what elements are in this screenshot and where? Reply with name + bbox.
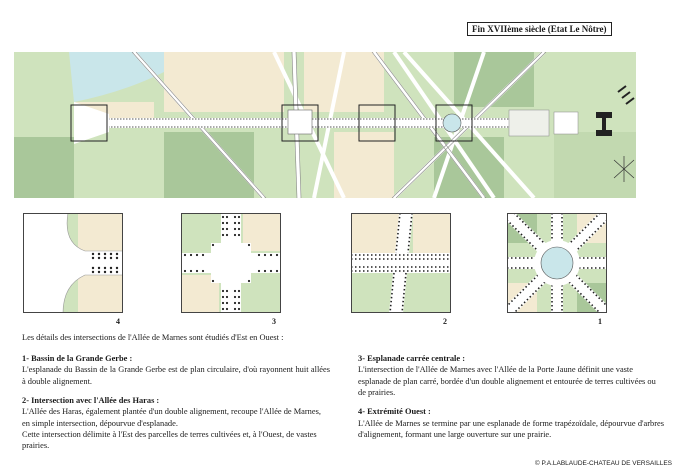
site-plan-map bbox=[14, 52, 636, 198]
detail-tile-4 bbox=[23, 213, 123, 313]
section-2-heading: 2- Intersection avec l'Allée des Haras : bbox=[22, 396, 160, 406]
intro-text: Les détails des intersections de l'Allée de Marnes sont étudiés d'Est en Ouest : bbox=[22, 333, 284, 342]
detail-tile-2 bbox=[351, 213, 451, 313]
tile-number-3: 3 bbox=[272, 317, 276, 326]
section-2-text: L'Allée des Haras, également plantée d'un double alignement, recoupe l'Allée de Marnes, en simple intersection, dépourvue d'esplanade. bbox=[22, 407, 321, 428]
tile-number-2: 2 bbox=[443, 317, 447, 326]
detail-tile-3 bbox=[181, 213, 281, 313]
detail-tile-1 bbox=[507, 213, 607, 313]
section-1-heading: 1- Bassin de la Grande Gerbe : bbox=[22, 354, 133, 363]
right-column bbox=[358, 353, 664, 448]
section-4 bbox=[358, 406, 664, 440]
left-column bbox=[22, 353, 330, 460]
map-title: Fin XVIIème siècle (Etat Le Nôtre) bbox=[467, 22, 612, 36]
section-3 bbox=[358, 353, 664, 398]
section-1 bbox=[22, 353, 330, 387]
section-3-text: L'intersection de l'Allée de Marnes avec l'Allée de la Porte Jaune définit une vaste esplanade de plan carré, bordée d'un double alignement et entourée de terres cultivées ou de prairies. bbox=[358, 365, 656, 398]
tile-number-1: 1 bbox=[598, 317, 602, 326]
tile-number-4: 4 bbox=[116, 317, 120, 326]
section-4-heading: 4- Extrémité Ouest : bbox=[358, 407, 431, 417]
section-4-text: L'Allée de Marnes se termine par une esplanade de forme trapézoïdale, dépourvue d'arbres d'alignement, formant une large ouverture sur une prairie. bbox=[358, 418, 664, 440]
copyright: © P.A.LABLAUDE-CHATEAU DE VERSAILLES bbox=[534, 460, 672, 467]
section-2-text-2: Cette intersection délimite à l'Est des parcelles de terres cultivées et, à l'Ouest, de vastes prairies. bbox=[22, 430, 317, 451]
section-1-text: L'esplanade du Bassin de la Grande Gerbe est de plan circulaire, d'où rayonnent huit allées à double alignement. bbox=[22, 365, 330, 386]
section-3-heading: 3- Esplanade carrée centrale : bbox=[358, 354, 465, 363]
section-2 bbox=[22, 395, 330, 452]
